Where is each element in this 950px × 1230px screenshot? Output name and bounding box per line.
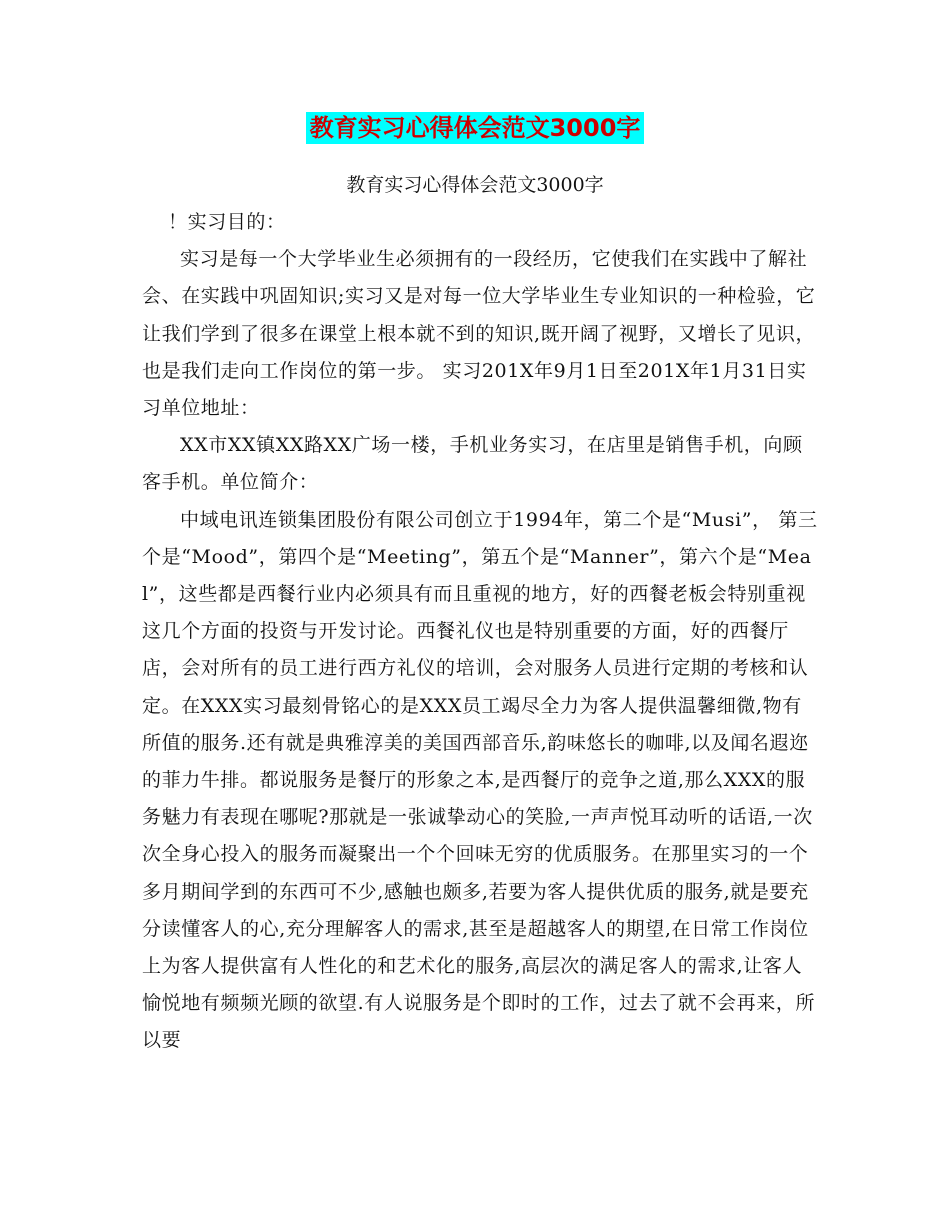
document-title: 教育实习心得体会范文3000字	[306, 112, 645, 144]
paragraph-address: XX市XX镇XX路XX广场一楼，手机业务实习，在店里是销售手机，向顾客手机。单位简介：	[142, 434, 803, 494]
document-subtitle: 教育实习心得体会范文3000字	[346, 174, 604, 196]
document-body	[142, 204, 818, 1060]
paragraph-purpose: 实习是每一个大学毕业生必须拥有的一段经历，它使我们在实践中了解社会、在实践中巩固知识;实习又是对每一位大学毕业生专业知识的一种检验，它让我们学到了很多在课堂上根本就不到的知识,既开阔了视野，又增长了见识，也是我们走向工作岗位的第一步。 实习201X年9月1日至201X年1月31日实习单位地址：	[142, 248, 816, 420]
section-heading: ！实习目的：	[168, 211, 286, 233]
title-container	[0, 112, 950, 144]
paragraph-company-intro: 中域电讯连锁集团股份有限公司创立于1994年，第二个是“Musi”， 第三个是“Mood”，第四个是“Meeting”，第五个是“Manner”，第六个是“Meal”，这些都是西餐行业内必须具有而且重视的地方，好的西餐老板会特别重视这几个方面的投资与开发讨论。西餐礼仪也是特别重要的方面，好的西餐厅店，会对所有的员工进行西方礼仪的培训，会对服务人员进行定期的考核和认定。在XXX实习最刻骨铭心的是XXX员工竭尽全力为客人提供温馨细微,物有所值的服务.还有就是典雅淳美的美国西部音乐,韵味悠长的咖啡,以及闻名遐迩的菲力牛排。都说服务是餐厅的形象之本,是西餐厅的竞争之道,那么XXX的服务魅力有表现在哪呢?那就是一张诚挚动心的笑脸,一声声悦耳动听的话语,一次次全身心投入的服务而凝聚出一个个回味无穷的优质服务。在那里实习的一个多月期间学到的东西可不少,感触也颇多,若要为客人提供优质的服务,就是要充分读懂客人的心,充分理解客人的需求,甚至是超越客人的期望,在日常工作岗位上为客人提供富有人性化的和艺术化的服务,高层次的满足客人的需求,让客人愉悦地有频频光顾的欲望.有人说服务是个即时的工作，过去了就不会再来，所以要	[142, 508, 818, 1052]
